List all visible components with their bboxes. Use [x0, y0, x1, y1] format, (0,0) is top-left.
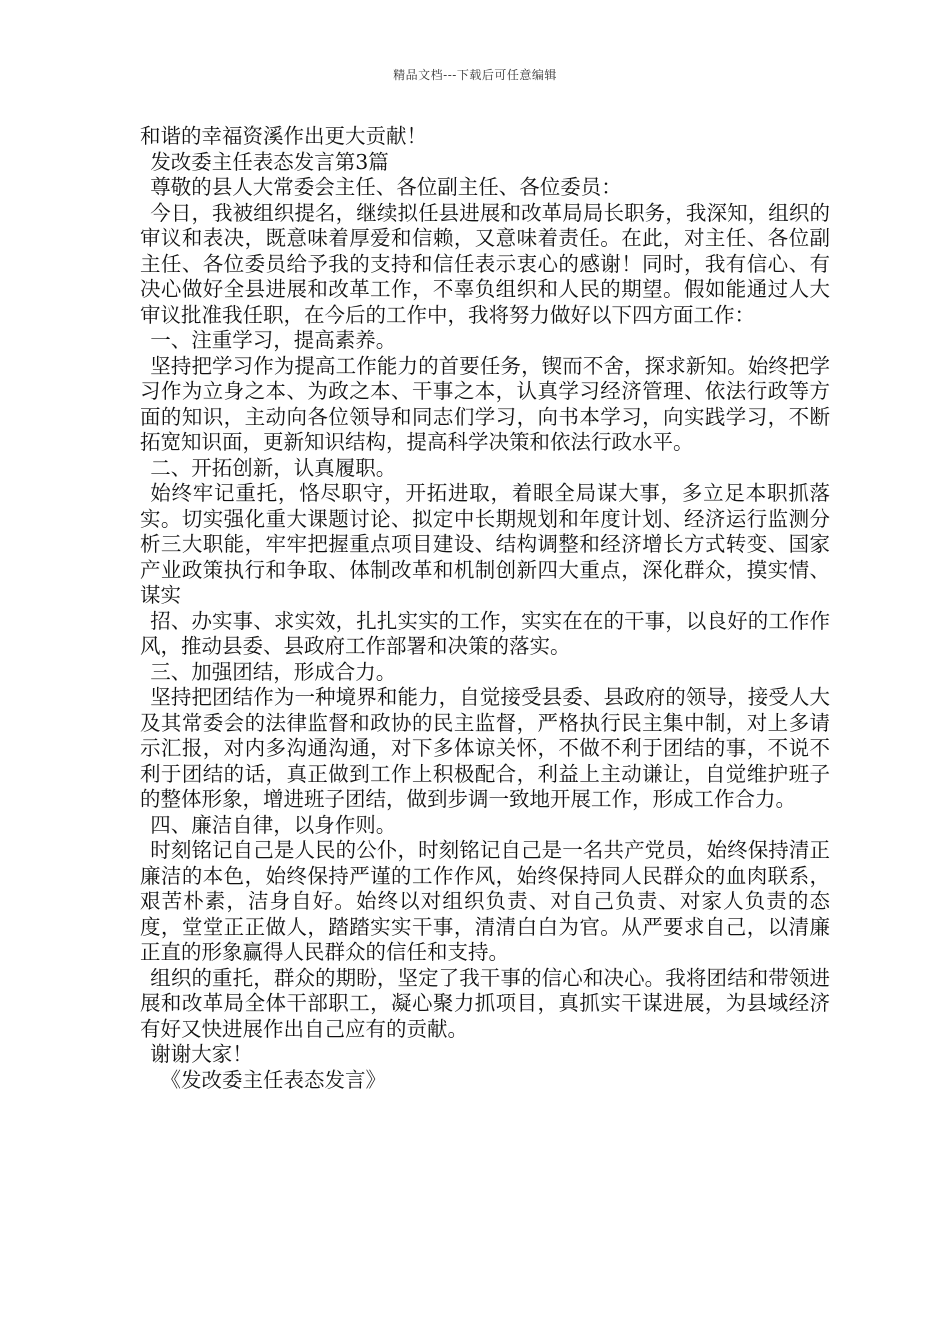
paragraph-conclusion: 组织的重托，群众的期盼，坚定了我干事的信心和决心。我将团结和带领进展和改革局全体干部职工，凝心聚力抓项目，真抓实干谋进展，为县域经济有好又快进展作出自己应有的贡献。: [140, 965, 830, 1041]
heading-one: 一、注重学习，提高素养。: [150, 328, 397, 352]
paragraph-innovation: 始终牢记重托，恪尽职守，开拓进取，着眼全局谋大事，多立足本职抓落实。切实强化重大课题讨论、拟定中长期规划和年度计划、经济运行监测分析三大职能，牢牢把握重点项目建设、结构调整和经济增长方式转变、国家产业政策执行和争取、体制改革和机制创新四大重点，深化群众，摸实情、谋实: [140, 481, 830, 607]
section-title: 发改委主任表态发言第3篇: [150, 149, 389, 174]
paragraph-study: 坚持把学习作为提高工作能力的首要任务，锲而不舍，探求新知。始终把学习作为立身之本、为政之本、干事之本，认真学习经济管理、依法行政等方面的知识，主动向各位领导和同志们学习，向书本学习，向实践学习，不断拓宽知识面，更新知识结构，提高科学决策和依法行政水平。: [140, 353, 830, 454]
salutation: 尊敬的县人大常委会主任、各位副主任、各位委员：: [150, 175, 622, 199]
document-title-footer: 《发改委主任表态发言》: [160, 1067, 386, 1092]
paragraph-unity: 坚持把团结作为一种境界和能力，自觉接受县委、县政府的领导，接受人大及其常委会的法律监督和政协的民主监督，严格执行民主集中制，对上多请示汇报，对内多沟通沟通，对下多体谅关怀，不做不利于团结的事，不说不利于团结的话，真正做到工作上积极配合，利益上主动谦让，自觉维护班子的整体形象，增进班子团结，做到步调一致地开展工作，形成工作合力。: [140, 685, 830, 811]
heading-two: 二、开拓创新，认真履职。: [150, 455, 397, 480]
paragraph-intro: 今日，我被组织提名，继续拟任县进展和改革局局长职务，我深知，组织的审议和表决，既意味着厚爱和信赖，又意味着责任。在此，对主任、各位副主任、各位委员给予我的支持和信任表示衷心的感谢！同时，我有信心、有决心做好全县进展和改革工作，不辜负组织和人民的期望。假如能通过人大审议批准我任职，在今后的工作中，我将努力做好以下四方面工作：: [140, 200, 830, 327]
document-body: [140, 124, 830, 1093]
paragraph-integrity: 时刻铭记自己是人民的公仆，时刻铭记自己是一名共产党员，始终保持清正廉洁的本色，始终保持严谨的工作作风，始终保持同人民群众的血肉联系，艰苦朴素，洁身自好。始终以对组织负责、对自己负责、对家人负责的态度，堂堂正正做人，踏踏实实干事，清清白白为官。从严要求自己，以清廉正直的形象赢得人民群众的信任和支持。: [140, 838, 830, 964]
paragraph-closing-line: 和谐的幸福资溪作出更大贡献！: [140, 124, 427, 148]
page-header: 精品文档---下载后可任意编辑: [393, 68, 557, 82]
thanks-line: 谢谢大家！: [150, 1042, 253, 1066]
heading-three: 三、加强团结，形成合力。: [150, 659, 397, 684]
heading-four: 四、廉洁自律，以身作则。: [150, 812, 397, 837]
paragraph-innovation-cont: 招、办实事、求实效，扎扎实实的工作，实实在在的干事，以良好的工作作风，推动县委、县政府工作部署和决策的落实。: [140, 608, 830, 658]
